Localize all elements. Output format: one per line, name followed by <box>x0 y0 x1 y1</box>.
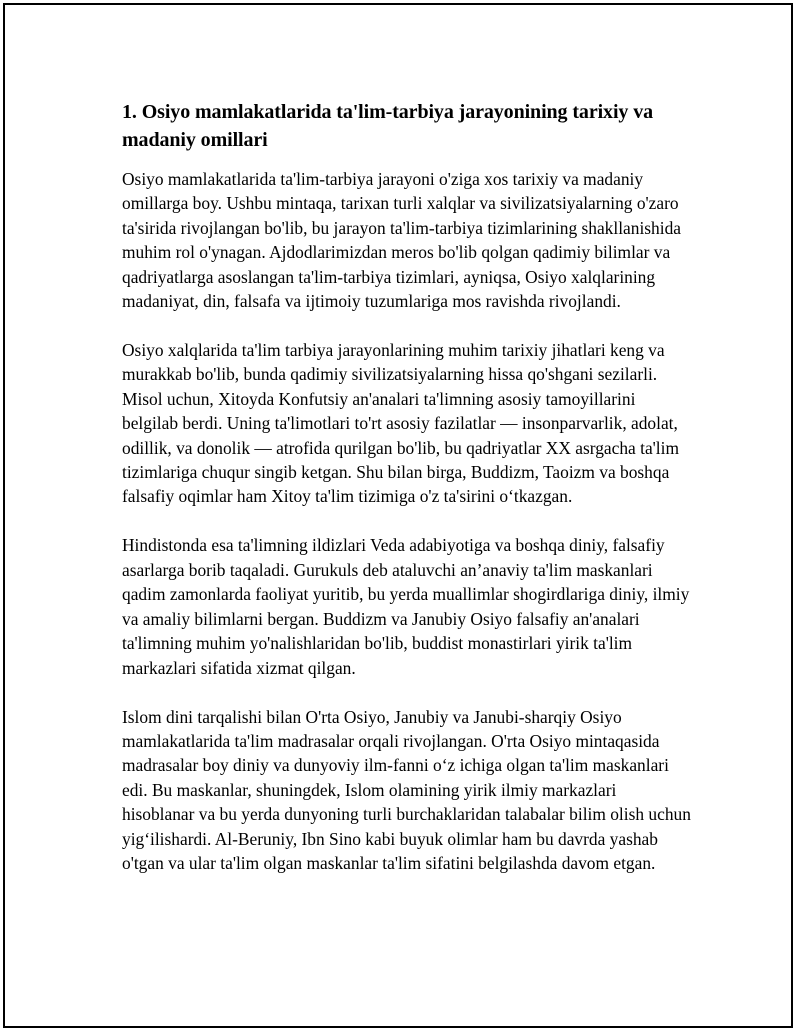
paragraph-1: Osiyo mamlakatlarida ta'lim-tarbiya jarayoni o'ziga xos tarixiy va madaniy omillarga boy. Ushbu mintaqa, tarixan turli xalqlar va sivilizatsiyalarning o'zaro ta'sirida rivojlangan bo'lib, bu jarayon ta'lim-tarbiya tizimlarining shakllanishida muhim rol o'ynagan. Ajdodlarimizdan meros bo'lib qolgan qadimiy bilimlar va qadriyatlarga asoslangan ta'lim-tarbiya tizimlari, ayniqsa, Osiyo xalqlarining madaniyat, din, falsafa va ijtimoiy tuzumlariga mos ravishda rivojlandi. <box>122 169 681 312</box>
paragraph-3: Hindistonda esa ta'limning ildizlari Veda adabiyotiga va boshqa diniy, falsafiy asarlarga borib taqaladi. Gurukuls deb ataluvchi an’anaviy ta'lim maskanlari qadim zamonlarda faoliyat yuritib, bu yerda muallimlar shogirdlariga diniy, ilmiy va amaliy bilimlarni bergan. Buddizm va Janubiy Osiyo falsafiy an'analari ta'limning muhim yo'nalishlaridan bo'lib, buddist monastirlari yirik ta'lim markazlari sifatida xizmat qilgan. <box>122 535 690 678</box>
paragraph-4: Islom dini tarqalishi bilan O'rta Osiyo, Janubiy va Janubi-sharqiy Osiyo mamlakatlarida ta'lim madrasalar orqali rivojlangan. O'rta Osiyo mintaqasida madrasalar boy diniy va dunyoviy ilm-fanni oʻz ichiga olgan ta'lim maskanlari edi. Bu maskanlar, shuningdek, Islom olamining yirik ilmiy markazlari hisoblanar va bu yerda dunyoning turli burchaklaridan talabalar bilim olish uchun yigʻilishardi. Al-Beruniy, Ibn Sino kabi buyuk olimlar ham bu davrda yashab o'tgan va ular ta'lim olgan maskanlar ta'lim sifatini belgilashda davom etgan. <box>122 706 691 873</box>
document-body <box>122 98 692 900</box>
paragraph-2: Osiyo xalqlarida ta'lim tarbiya jarayonlarining muhim tarixiy jihatlari keng va murakkab bo'lib, bunda qadimiy sivilizatsiyalarning hissa qo'shgani sezilarli. Misol uchun, Xitoyda Konfutsiy an'analari ta'limning asosiy tamoyillarini belgilab berdi. Uning ta'limotlari to'rt asosiy fazilatlar — insonparvarlik, adolat, odillik, va donolik — atrofida qurilgan bo'lib, bu qadriyatlar XX asrgacha ta'lim tizimlariga chuqur singib ketgan. Shu bilan birga, Buddizm, Taoizm va boshqa falsafiy oqimlar ham Xitoy ta'lim tizimiga o'z ta'sirini oʻtkazgan. <box>122 340 680 507</box>
page-frame <box>3 3 793 1028</box>
section-heading: 1. Osiyo mamlakatlarida ta'lim-tarbiya jarayonining tarixiy va madaniy omillari <box>122 101 654 151</box>
